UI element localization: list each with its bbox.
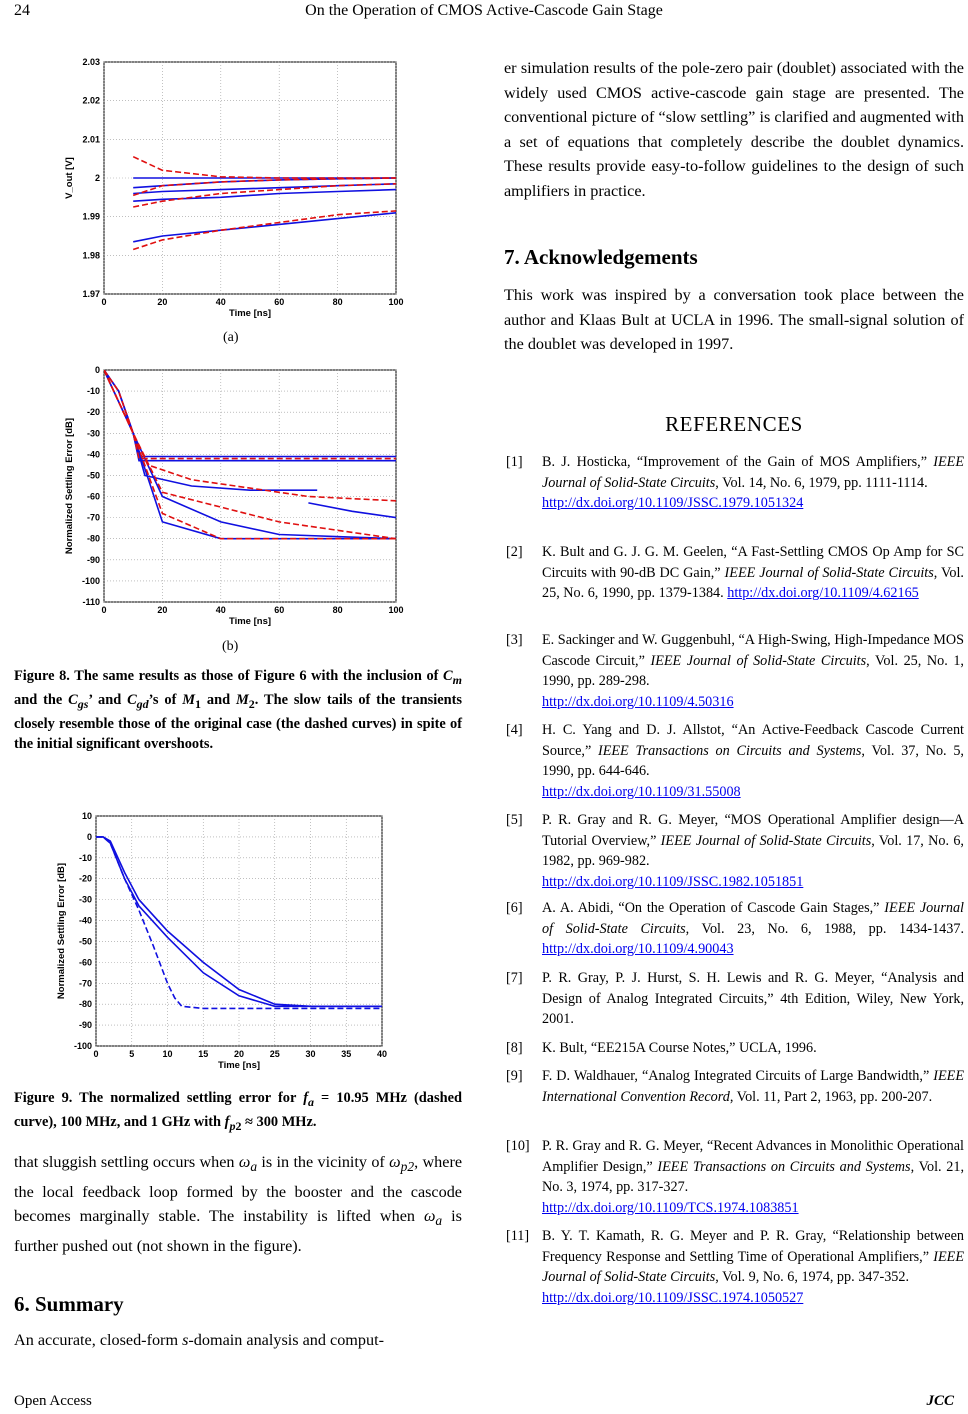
y-tick-label: -10	[86, 386, 100, 397]
reference-item	[506, 898, 964, 960]
y-tick-label: -10	[78, 852, 92, 863]
y-tick-label: -80	[78, 999, 92, 1010]
y-tick-label: -20	[78, 873, 92, 884]
reference-doi-link[interactable]: http://dx.doi.org/10.1109/31.55008	[542, 783, 741, 800]
figure-8b-chart	[48, 360, 413, 632]
figure-9-caption	[14, 1088, 462, 1136]
reference-number: [10]	[506, 1138, 530, 1154]
reference-doi-link[interactable]: http://dx.doi.org/10.1109/4.90043	[542, 941, 734, 958]
y-tick-label: -40	[86, 449, 100, 460]
x-tick-label: 20	[157, 297, 168, 307]
y-tick-label: 2.02	[82, 95, 100, 106]
x-tick-label: 5	[129, 1049, 135, 1059]
y-axis-label: Normalized Settling Error [dB]	[56, 862, 67, 1000]
reference-text: K. Bult, “EE215A Course Notes,” UCLA, 1996.	[542, 1040, 817, 1056]
x-tick-label: 15	[198, 1049, 209, 1059]
y-tick-label: -20	[86, 407, 100, 418]
x-tick-label: 40	[376, 1049, 388, 1059]
y-tick-label: -70	[78, 978, 92, 989]
reference-journal: IEEE Transactions on Circuits and Systems	[598, 742, 862, 759]
reference-text: A. A. Abidi, “On the Operation of Cascode Gain Stages,” IEEE Journal of Solid-State Circuits, Vol. 23, No. 6, 1988, pp. 1434-1437. http://dx.doi.org/10.1109/4.90043	[542, 900, 964, 958]
reference-item	[506, 1066, 964, 1107]
y-tick-label: 1.97	[82, 289, 100, 299]
footer-journal: JCC	[926, 1393, 954, 1409]
figure-8a-label: (a)	[223, 330, 239, 345]
reference-item	[506, 1136, 964, 1218]
reference-text: E. Sackinger and W. Guggenbuhl, “A High-Swing, High-Impedance MOS Cascode Circuit,” IEEE Journal of Solid-State Circuits, Vol. 25, No. 1, 1990, pp. 289-298. http://dx.doi.org/10.1109/4.50316	[542, 632, 964, 710]
y-tick-label: -30	[78, 894, 92, 905]
y-tick-label: -90	[78, 1020, 92, 1031]
x-tick-label: 80	[332, 605, 343, 615]
reference-journal: IEEE Journal of Solid-State Circuits	[650, 652, 867, 669]
y-tick-label: 2	[94, 173, 100, 183]
y-tick-label: 2.03	[82, 57, 100, 67]
reference-text: P. R. Gray and R. G. Meyer, “Recent Advances in Monolithic Operational Amplifier Design,” IEEE Transactions on Circuits and Systems, Vol. 21, No. 3, 1974, pp. 317-327. http://dx.doi.org/10.1109/TCS.1974.1083851	[542, 1138, 965, 1216]
y-tick-label: 0	[86, 831, 92, 842]
running-title: On the Operation of CMOS Active-Cascode Gain Stage	[305, 2, 663, 19]
footer-open-access: Open Access	[14, 1393, 92, 1409]
reference-journal: IEEE International Convention Record	[542, 1068, 964, 1105]
reference-number: [4]	[506, 722, 523, 738]
figure-9-chart	[40, 806, 413, 1074]
reference-number: [2]	[506, 544, 523, 560]
x-tick-label: 40	[215, 297, 226, 307]
x-tick-label: 80	[332, 297, 343, 307]
acknowledgements-heading: 7. Acknowledgements	[504, 245, 698, 269]
y-tick-label: -80	[86, 533, 100, 544]
y-tick-label: 0	[94, 365, 100, 375]
y-tick-label: -100	[81, 575, 100, 586]
y-tick-label: 10	[81, 811, 92, 821]
reference-doi-link[interactable]: http://dx.doi.org/10.1109/4.50316	[542, 693, 734, 710]
x-tick-label: 0	[93, 1049, 99, 1059]
y-tick-label: -70	[86, 512, 100, 523]
y-tick-label: -110	[82, 597, 100, 607]
reference-item	[506, 810, 964, 892]
reference-doi-link[interactable]: http://dx.doi.org/10.1109/JSSC.1979.1051324	[542, 495, 804, 512]
references-heading: REFERENCES	[665, 412, 803, 436]
reference-item	[506, 968, 964, 1030]
y-tick-label: -60	[86, 491, 100, 502]
x-tick-label: 20	[157, 605, 168, 615]
reference-doi-link[interactable]: http://dx.doi.org/10.1109/4.62165	[727, 585, 919, 602]
reference-item	[506, 720, 964, 802]
y-tick-label: -40	[78, 915, 92, 926]
y-axis-label: V_out [V]	[64, 157, 75, 199]
x-tick-label: 100	[388, 297, 404, 307]
reference-text: K. Bult and G. J. G. M. Geelen, “A Fast-Settling CMOS Op Amp for SC Circuits with 90-dB DC Gain,” IEEE Journal of Solid-State Circuits, Vol. 25, No. 6, 1990, pp. 1379-1384. http://dx.doi.org/10.1109/4.62165	[542, 544, 964, 602]
x-tick-label: 20	[233, 1049, 245, 1059]
reference-journal: IEEE Journal of Solid-State Circuits	[724, 564, 934, 581]
reference-journal: IEEE Journal of Solid-State Circuits	[542, 1248, 964, 1286]
reference-doi-link[interactable]: http://dx.doi.org/10.1109/JSSC.1982.1051851	[542, 873, 804, 890]
conclusion-paragraph: er simulation results of the pole-zero pair (doublet) associated with the widely used CMOS active-cascode gain stage are presented. The conventional picture of “slow settling” is clarified and augmented with a set of equations that completely describe the doublet dynamics. These results provide easy-to-follow guidelines to the design of such amplifiers in practice.	[504, 59, 964, 200]
x-tick-label: 35	[341, 1049, 352, 1059]
y-tick-label: 1.99	[82, 211, 100, 222]
figure-8a-chart	[48, 52, 413, 322]
reference-number: [5]	[506, 812, 523, 828]
reference-text: B. J. Hosticka, “Improvement of the Gain of MOS Amplifiers,” IEEE Journal of Solid-State Circuits, Vol. 14, No. 6, 1979, pp. 1111-1114. http://dx.doi.org/10.1109/JSSC.1979.1051324	[542, 454, 964, 512]
x-tick-label: 40	[215, 605, 226, 615]
reference-number: [11]	[506, 1228, 530, 1244]
plot-area	[104, 370, 396, 602]
reference-text: P. R. Gray and R. G. Meyer, “MOS Operational Amplifier design—A Tutorial Overview,” IEEE Journal of Solid-State Circuits, Vol. 17, No. 6, 1982, pp. 969-982. http://dx.doi.org/10.1109/JSSC.1982.1051851	[542, 812, 964, 890]
reference-journal: IEEE Journal of Solid-State Circuits	[542, 900, 964, 937]
reference-number: [9]	[506, 1068, 523, 1084]
x-tick-label: 0	[101, 605, 107, 615]
reference-item	[506, 1038, 964, 1059]
reference-text: P. R. Gray, P. J. Hurst, S. H. Lewis and R. G. Meyer, “Analysis and Design of Analog Integrated Circuits,” 4th Edition, Wiley, New York, 2001.	[542, 970, 964, 1028]
reference-item	[506, 452, 964, 514]
y-tick-label: 1.98	[82, 250, 100, 261]
y-axis-label: Normalized Settling Error [dB]	[64, 417, 75, 555]
reference-text: H. C. Yang and D. J. Allstot, “An Active-Feedback Cascode Current Source,” IEEE Transactions on Circuits and Systems, Vol. 37, No. 5, 1990, pp. 644-646. http://dx.doi.org/10.1109/31.55008	[542, 722, 964, 800]
reference-journal: IEEE Journal of Solid-State Circuits	[660, 832, 872, 849]
summary-paragraph: An accurate, closed-form s-domain analysis and comput-	[14, 1331, 384, 1349]
reference-number: [6]	[506, 900, 523, 916]
x-tick-label: 10	[162, 1049, 173, 1059]
reference-text: B. Y. T. Kamath, R. G. Meyer and P. R. Gray, “Relationship between Frequency Response and Settling Time of Operational Amplifiers,” IEEE Journal of Solid-State Circuits, Vol. 9, No. 6, 1974, pp. 347-352. http://dx.doi.org/10.1109/JSSC.1974.1050527	[542, 1228, 964, 1306]
reference-item	[506, 630, 964, 712]
y-tick-label: -60	[78, 957, 92, 968]
x-axis-label: Time [ns]	[228, 308, 272, 319]
left-paragraph: that sluggish settling occurs when $\omega_a$ is in the vicinity of $\omega_{p2}$, where the local feedback loop formed by the booster and the cascode becomes marginally stable. The instability is lifted when $\omega_a$ is further pushed out (not shown in the figure).	[14, 1153, 463, 1256]
reference-number: [1]	[506, 454, 523, 470]
x-tick-label: 25	[269, 1049, 280, 1059]
acknowledgements-paragraph: This work was inspired by a conversation took place between the author and Klaas Bult at UCLA in 1996. The small-signal solution of the doublet was developed in 1997.	[504, 286, 964, 354]
reference-number: [8]	[506, 1040, 523, 1056]
reference-journal: IEEE Journal of Solid-State Circuits	[542, 454, 964, 491]
x-tick-label: 100	[388, 605, 404, 615]
y-tick-label: -90	[86, 554, 100, 565]
x-axis-label: Time [ns]	[228, 616, 272, 627]
reference-journal: IEEE Transactions on Circuits and Systems	[657, 1158, 911, 1175]
x-tick-label: 60	[274, 297, 285, 307]
x-axis-label: Time [ns]	[217, 1060, 261, 1071]
x-tick-label: 60	[274, 605, 285, 615]
caption-text: Figure 8. The same results as those of Figure 6 with the inclusion of $C_m$ and the $C_{gs}$’ and $C_{gd}’s$ of $M_1$ and $M_2$. The slow tails of the transients closely resemble those of the original case (the dashed curves) in spite of the initial significant overshoots.	[14, 668, 462, 753]
figure-8b-label: (b)	[222, 639, 239, 654]
y-tick-label: -50	[86, 470, 100, 481]
figure-8-caption	[14, 666, 462, 755]
y-tick-label: 2.01	[82, 134, 100, 145]
reference-text: F. D. Waldhauer, “Analog Integrated Circuits of Large Bandwidth,” IEEE International Convention Record, Vol. 11, Part 2, 1963, pp. 200-207.	[542, 1068, 964, 1105]
reference-number: [3]	[506, 632, 523, 648]
reference-number: [7]	[506, 970, 523, 986]
summary-heading: 6. Summary	[14, 1292, 124, 1316]
reference-doi-link[interactable]: http://dx.doi.org/10.1109/TCS.1974.1083851	[542, 1199, 799, 1216]
x-tick-label: 0	[101, 297, 107, 307]
x-tick-label: 30	[305, 1049, 316, 1059]
caption-text: Figure 9. The normalized settling error for $f_a = 10.95$ MHz (dashed curve), 100 MHz, and 1 GHz with $f_{p2} \approx 300$ MHz.	[14, 1090, 463, 1133]
y-tick-label: -50	[78, 936, 92, 947]
page-number: 24	[14, 2, 30, 19]
reference-doi-link[interactable]: http://dx.doi.org/10.1109/JSSC.1974.1050527	[542, 1289, 804, 1306]
y-tick-label: -30	[86, 428, 100, 439]
reference-item	[506, 1226, 964, 1308]
y-tick-label: -100	[73, 1041, 92, 1051]
reference-item	[506, 542, 964, 604]
